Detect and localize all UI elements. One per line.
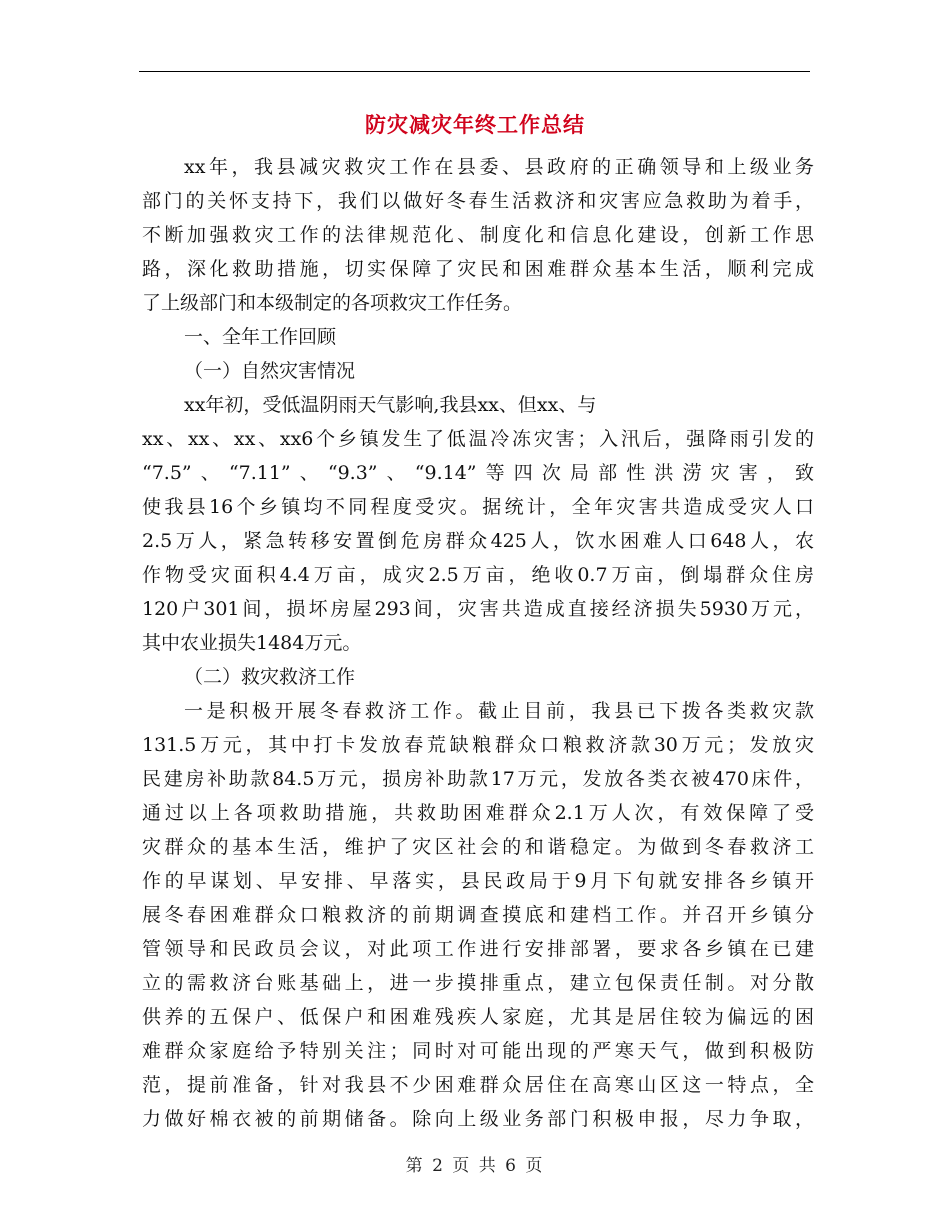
body-text-line: 路，深化救助措施，切实保障了灾民和困难群众基本生活，顺利完成 bbox=[142, 258, 814, 280]
body-text-line: 供养的五保户、低保户和困难残疾人家庭，尤其是居住较为偏远的困 bbox=[142, 1006, 814, 1028]
document-title: 防灾减灾年终工作总结 bbox=[365, 112, 585, 137]
body-text-line: 作物受灾面积4.4万亩，成灾2.5万亩，绝收0.7万亩，倒塌群众住房 bbox=[142, 564, 814, 586]
body-text-line: 131.5万元，其中打卡发放春荒缺粮群众口粮救济款30万元；发放灾 bbox=[142, 734, 814, 756]
body-text-line: 范，提前准备，针对我县不少困难群众居住在高寒山区这一特点，全 bbox=[142, 1074, 814, 1096]
body-text-line: 作的早谋划、早安排、早落实，县民政局于9月下旬就安排各乡镇开 bbox=[142, 870, 814, 892]
body-text-line: 民建房补助款84.5万元，损房补助款17万元，发放各类衣被470床件， bbox=[142, 768, 814, 790]
body-text-line: 力做好棉衣被的前期储备。除向上级业务部门积极申报，尽力争取， bbox=[142, 1108, 814, 1130]
body-text-line: 了上级部门和本级制定的各项救灾工作任务。 bbox=[142, 292, 523, 314]
header-rule bbox=[139, 71, 810, 72]
body-text-line: 2.5万人，紧急转移安置倒危房群众425人，饮水困难人口648人，农 bbox=[142, 530, 814, 552]
body-text-line: 一、全年工作回顾 bbox=[184, 326, 337, 348]
body-text-line: 灾群众的基本生活，维护了灾区社会的和谐稳定。为做到冬春救济工 bbox=[142, 836, 814, 858]
body-text-line: 一是积极开展冬春救济工作。截止目前，我县已下拨各类救灾款 bbox=[184, 700, 814, 722]
document-body bbox=[142, 150, 814, 1136]
page-number-footer: 第 2 页 共 6 页 bbox=[405, 1156, 545, 1176]
body-text-line: 使我县16个乡镇均不同程度受灾。据统计，全年灾害共造成受灾人口 bbox=[142, 496, 814, 518]
body-text-line: xx年，我县减灾救灾工作在县委、县政府的正确领导和上级业务 bbox=[184, 156, 814, 178]
body-text-line: 不断加强救灾工作的法律规范化、制度化和信息化建设，创新工作思 bbox=[142, 224, 814, 246]
body-text-line: 120户301间，损坏房屋293间，灾害共造成直接经济损失5930万元， bbox=[142, 598, 814, 620]
body-text-line: 管领导和民政员会议，对此项工作进行安排部署，要求各乡镇在已建 bbox=[142, 938, 814, 960]
body-text-line: 通过以上各项救助措施，共救助困难群众2.1万人次，有效保障了受 bbox=[142, 802, 814, 824]
body-text-line: “7.5”、“7.11”、“9.3”、“9.14”等四次局部性洪涝灾害，致 bbox=[142, 462, 814, 484]
body-text-line: 其中农业损失1484万元。 bbox=[142, 632, 362, 654]
body-text-line: xx、xx、xx、xx6个乡镇发生了低温冷冻灾害；入汛后，强降雨引发的 bbox=[142, 428, 814, 450]
body-text-line: 部门的关怀支持下，我们以做好冬春生活救济和灾害应急救助为着手， bbox=[142, 190, 814, 212]
body-text-line: 立的需救济台账基础上，进一步摸排重点，建立包保责任制。对分散 bbox=[142, 972, 814, 994]
body-text-line: 展冬春困难群众口粮救济的前期调查摸底和建档工作。并召开乡镇分 bbox=[142, 904, 814, 926]
body-text-line: 难群众家庭给予特别关注；同时对可能出现的严寒天气，做到积极防 bbox=[142, 1040, 814, 1062]
body-text-line: xx年初，受低温阴雨天气影响,我县xx、但xx、与 bbox=[184, 394, 597, 416]
body-text-line: （二）救灾救济工作 bbox=[184, 666, 356, 688]
body-text-line: （一）自然灾害情况 bbox=[184, 360, 356, 382]
